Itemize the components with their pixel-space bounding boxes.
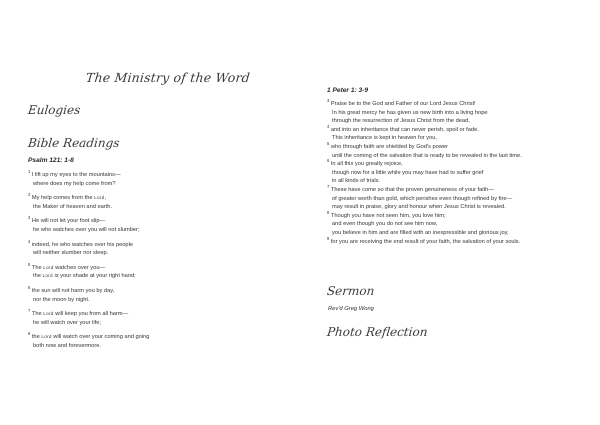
verse-line: the Maker of heaven and earth. bbox=[33, 203, 113, 210]
verse-line: though now for a little while you may have had to suffer grief bbox=[332, 169, 484, 176]
verse-line: for you are receiving the end result of your faith, the salvation of your souls. bbox=[330, 238, 521, 245]
verse-line: , bbox=[104, 195, 107, 202]
psalm-verse-5 bbox=[28, 261, 149, 281]
verse-line: may result in praise, glory and honour when Jesus Christ is revealed. bbox=[332, 204, 506, 211]
psalm-verse-1 bbox=[28, 171, 149, 188]
peter-line bbox=[327, 177, 522, 186]
peter-line bbox=[327, 117, 522, 126]
psalm-verse-2 bbox=[28, 194, 149, 211]
verse-number: 3 bbox=[28, 215, 31, 221]
verse-line: in all kinds of trials. bbox=[332, 178, 381, 185]
page-title: The Ministry of the Word bbox=[85, 70, 251, 85]
peter-line bbox=[327, 195, 522, 204]
verse-line: Though you have not seen him, you love him; bbox=[330, 212, 446, 219]
verse-number: 2 bbox=[28, 192, 31, 198]
verse-line: and even though you do not see him now, bbox=[332, 221, 438, 228]
verse-number: 8 bbox=[28, 331, 31, 337]
verse-line: where does my help come from? bbox=[33, 180, 116, 187]
peter-line bbox=[327, 229, 522, 238]
verse-line: watches over you— bbox=[53, 264, 106, 271]
verse-number: 5 bbox=[327, 141, 330, 147]
verse-line: This inheritance is kept in heaven for you, bbox=[332, 135, 437, 142]
verse-line: he who watches over you will not slumber; bbox=[33, 226, 140, 233]
verse-number: 8 bbox=[327, 209, 330, 215]
verse-line: the bbox=[33, 273, 43, 280]
peter-line bbox=[327, 220, 522, 229]
verse-line: will neither slumber nor sleep. bbox=[33, 250, 109, 257]
psalm-verse-7 bbox=[28, 310, 149, 327]
verse-number: 7 bbox=[28, 308, 31, 314]
verse-number: 6 bbox=[327, 158, 330, 164]
verse-number: 4 bbox=[327, 123, 330, 129]
photo-reflection-heading: Photo Reflection bbox=[326, 325, 429, 339]
verse-line: The bbox=[31, 264, 44, 271]
lord-small-caps: Lord bbox=[41, 334, 52, 340]
verse-number: 9 bbox=[327, 235, 330, 241]
psalm-verse-3 bbox=[28, 217, 149, 234]
verse-line: you believe in him and are filled with an inexpressible and glorious joy, bbox=[332, 229, 509, 236]
verse-line: the sun will not harm you by day, bbox=[31, 287, 115, 294]
verse-number: 3 bbox=[327, 98, 330, 104]
verse-line: I lift up my eyes to the mountains— bbox=[31, 172, 121, 178]
sermon-heading: Sermon bbox=[326, 284, 376, 298]
verse-line: and into an inheritance that can never perish, spoil or fade. bbox=[330, 126, 479, 133]
peter-line bbox=[327, 100, 522, 109]
verse-line: who through faith are shielded by God's power bbox=[330, 143, 448, 150]
verse-number: 6 bbox=[28, 285, 31, 291]
verse-line: In his great mercy he has given us new birth into a living hope bbox=[332, 109, 488, 116]
eulogies-heading: Eulogies bbox=[27, 103, 82, 117]
verse-line: My help comes from the bbox=[31, 195, 95, 202]
preacher-name: Rev'd Greg Wong bbox=[328, 306, 374, 312]
verse-line: In all this you greatly rejoice, bbox=[330, 161, 403, 168]
psalm-passage bbox=[28, 171, 149, 357]
lord-small-caps: Lord bbox=[43, 311, 54, 317]
verse-line: These have come so that the proven genuineness of your faith— bbox=[330, 186, 494, 193]
verse-line: will keep you from all harm— bbox=[53, 311, 129, 318]
lord-small-caps: Lord bbox=[42, 273, 53, 279]
bible-readings-heading: Bible Readings bbox=[27, 136, 121, 150]
verse-line: he will watch over your life; bbox=[33, 319, 101, 326]
verse-number: 4 bbox=[28, 238, 31, 244]
psalm-verse-8 bbox=[28, 333, 149, 350]
psalm-verse-4 bbox=[28, 238, 149, 258]
peter-line bbox=[327, 123, 522, 135]
verse-line: the bbox=[31, 334, 42, 341]
verse-number: 7 bbox=[327, 184, 330, 190]
peter-line bbox=[327, 160, 522, 169]
verse-line: indeed, he who watches over his people bbox=[31, 241, 134, 248]
peter-line bbox=[327, 134, 522, 143]
peter-line bbox=[327, 109, 522, 118]
verse-number: 5 bbox=[28, 261, 31, 267]
psalm-reference: Psalm 121: 1-8 bbox=[28, 157, 74, 164]
verse-line: Praise be to the God and Father of our Lord Jesus Christ! bbox=[330, 101, 476, 107]
peter-reference: 1 Peter 1: 3-9 bbox=[327, 87, 369, 94]
peter-line bbox=[327, 152, 522, 164]
lord-small-caps: Lord bbox=[94, 195, 105, 201]
verse-line: through the resurrection of Jesus Christ from the dead, bbox=[332, 118, 470, 125]
verse-line: nor the moon by night. bbox=[33, 296, 90, 303]
verse-line: both now and forevermore. bbox=[33, 342, 101, 349]
peter-line bbox=[327, 235, 522, 247]
verse-number: 1 bbox=[28, 169, 31, 175]
peter-line bbox=[327, 186, 522, 195]
peter-line bbox=[327, 169, 522, 178]
psalm-verse-6 bbox=[28, 287, 149, 304]
peter-passage bbox=[327, 100, 522, 246]
peter-line bbox=[327, 143, 522, 152]
verse-line: He will not let your foot slip— bbox=[31, 218, 106, 225]
verse-line: until the coming of the salvation that is ready to be revealed in the last time. bbox=[332, 152, 522, 159]
verse-line: The bbox=[31, 311, 44, 318]
peter-line bbox=[327, 209, 522, 221]
verse-line: will watch over your coming and going bbox=[51, 334, 150, 341]
verse-line: of greater worth than gold, which perishes even though refined by fire— bbox=[332, 195, 513, 202]
peter-line bbox=[327, 203, 522, 212]
verse-line: is your shade at your right hand; bbox=[52, 273, 136, 280]
lord-small-caps: Lord bbox=[43, 264, 54, 270]
